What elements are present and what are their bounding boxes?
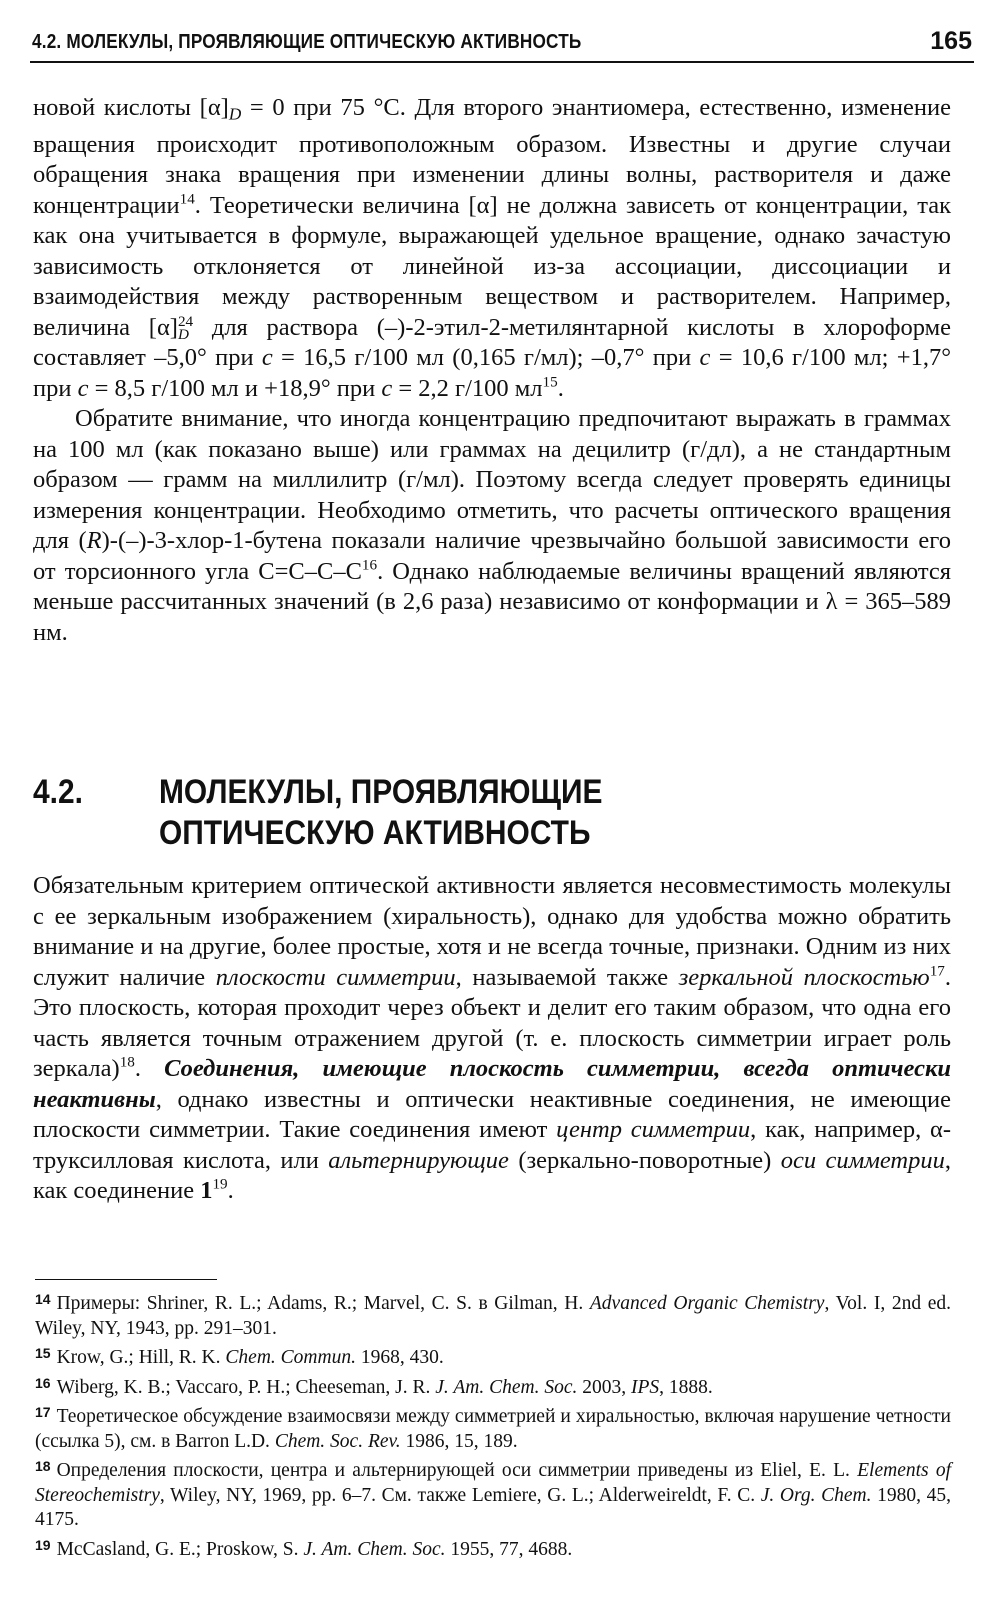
- text-run: = 0 при 75 °С. Для второго энантиомера, естественно, изменение вращения происходит противоположным образом. Известны и другие случаи обращения знака вращения при изменении длины волны, растворителя и даже концентрации: [33, 94, 951, 219]
- footnote-ref-15[interactable]: 15: [542, 373, 558, 391]
- footnote-17: [35, 1400, 951, 1454]
- footnote-number: 17: [35, 1404, 51, 1420]
- text-run: новой кислоты [α]: [33, 94, 229, 121]
- text-run: , 1888.: [659, 1376, 713, 1398]
- italic-title: Chem. Commun.: [225, 1347, 356, 1368]
- footnote-number: 19: [35, 1536, 51, 1553]
- text-run: .: [227, 1177, 234, 1204]
- text-run: , однако известны и оптически неактивные соединения, не имеющие плоскости симметрии. Такие соединения имеют: [33, 1085, 951, 1143]
- italic-term: плоскости симметрии: [215, 963, 456, 991]
- text-run: .: [134, 1055, 165, 1082]
- text-run: для раствора (–)-2-этил-2-метилянтарной кислоты в хлороформе составляет –5,0° при: [33, 313, 951, 372]
- section-title-line: ОПТИЧЕСКУЮ АКТИВНОСТЬ: [159, 814, 591, 852]
- variable-c: c: [699, 344, 711, 372]
- text-run: 1968, 430.: [355, 1347, 444, 1368]
- text-run: Обратите внимание, что иногда концентрацию предпочитают выражать в граммах на 100 мл (как показано выше) или граммах на децилитр (г/дл), а не стандартным образом — грамм на миллилитр (г/мл). Поэтому всегда следует проверять единицы измерения концентрации. Необходимо отметить, что расчеты оптического вращения для (: [33, 405, 951, 555]
- text-run: . Это плоскость, которая проходит через объект и делит его таким образом, что одна его часть является точным отражением другой (т. е. плоскость симметрии играет роль зеркала): [33, 963, 951, 1082]
- superscript: 24: [177, 313, 194, 331]
- footnote-18: [35, 1454, 951, 1533]
- text-run: Определения плоскости, центра и альтернирующей оси симметрии приведены из Eliel, E. L.: [56, 1460, 858, 1481]
- footnote-16: [35, 1371, 951, 1401]
- text-run: Krow, G.; Hill, R. K.: [56, 1347, 226, 1368]
- subscript: D: [177, 326, 189, 344]
- text-run: McCasland, G. E.; Proskow, S.: [56, 1538, 304, 1560]
- subscript: D: [228, 104, 242, 124]
- footnote-ref-17[interactable]: 17: [929, 962, 945, 980]
- footnote-number: 15: [35, 1345, 51, 1361]
- variable-c: c: [77, 374, 89, 402]
- text-run: = 2,2 г/100 мл: [392, 374, 543, 402]
- italic-title: Advanced Organic Chemistry: [589, 1293, 825, 1314]
- running-title: 4.2. МОЛЕКУЛЫ, ПРОЯВЛЯЮЩИЕ ОПТИЧЕСКУЮ АКТИВНОСТЬ: [32, 31, 582, 53]
- section-title: [159, 772, 775, 854]
- italic-term: зеркальной плоскостью: [678, 963, 930, 991]
- footnote-14: [35, 1287, 951, 1341]
- paragraph: [33, 404, 951, 648]
- bold-italic-statement: Соединения, имеющие плоскость симметрии, всегда оптически неактивны: [33, 1055, 952, 1113]
- text-run: = 16,5 г/100 мл (0,165 г/мл); –0,7° при: [272, 344, 700, 372]
- text-run: , Wiley, NY, 1969, pp. 6–7. См. также Lemiere, G. L.; Alderweireldt, F. C.: [159, 1484, 761, 1506]
- text-run: Wiberg, K. B.; Vaccaro, P. H.; Cheeseman, J. R.: [56, 1376, 436, 1398]
- footnote-ref-16[interactable]: 16: [361, 556, 378, 574]
- text-run: 1986, 15, 189.: [400, 1430, 518, 1452]
- alpha-sup-sub: [177, 313, 194, 344]
- text-run: , называемой также: [455, 963, 679, 991]
- text-run: . Однако наблюдаемые величины вращений являются меньше рассчитанных значений (в 2,6 раза) независимо от конформации и λ = 365–589 нм.: [33, 557, 951, 646]
- italic-title: IPS: [630, 1376, 660, 1398]
- text-run: 1955, 77, 4688.: [445, 1538, 573, 1560]
- footnote-number: 14: [35, 1291, 51, 1307]
- footnote-19: [35, 1533, 951, 1563]
- text-run: , как, например, α-труксилловая кислота, или: [33, 1116, 951, 1174]
- text-run: , как соединение: [33, 1146, 951, 1204]
- text-run: , Vol. I, 2nd ed. Wiley, NY, 1943, pp. 291–301.: [35, 1293, 951, 1339]
- footnote-number: 18: [35, 1458, 51, 1474]
- italic-title: J. Am. Chem. Soc.: [435, 1376, 578, 1398]
- text-run: Примеры: Shriner, R. L.; Adams, R.; Marvel, C. S. в Gilman, H.: [56, 1293, 590, 1314]
- footnote-15: [35, 1341, 951, 1371]
- footnote-ref-14[interactable]: 14: [179, 190, 195, 208]
- italic-title: Chem. Soc. Rev.: [274, 1430, 401, 1452]
- body-text-bottom: [33, 871, 951, 1207]
- text-run: Обязательным критерием оптической активности является несовместимость молекулы с ее зеркальным изображением (хиральность), однако для удобства можно обратить внимание и на другие, более простые, хотя и не всегда точные, признаки. Одним из них служит наличие: [33, 872, 951, 991]
- text-run: 2003,: [577, 1376, 631, 1398]
- text-run: = 8,5 г/100 мл и +18,9° при: [88, 374, 382, 402]
- text-run: = 10,6 г/100 мл; +1,7° при: [33, 344, 951, 402]
- running-header: [30, 25, 974, 63]
- text-run: 1980, 45, 4175.: [35, 1484, 951, 1530]
- footnote-ref-18[interactable]: 18: [119, 1053, 135, 1071]
- compound-number: 1: [200, 1177, 213, 1204]
- footnote-ref-19[interactable]: 19: [212, 1175, 228, 1193]
- paragraph-continuation: [33, 93, 951, 404]
- section-number: 4.2.: [33, 773, 83, 811]
- footnote-number: 16: [35, 1374, 51, 1391]
- variable-c: c: [381, 374, 393, 402]
- text-run: . Теоретически величина [α] не должна зависеть от концентрации, так как она учитывается в формуле, выражающей удельное вращение, однако зачастую зависимость отклоняется от линейной из-за ассоциации, диссоциации и взаимодействия между растворенным веществом и растворителем. Например, величина [α]: [33, 191, 951, 341]
- text-run: Теоретическое обсуждение взаимосвязи между симметрией и хиральностью, включая нарушение четности (ссылка 5), см. в Barron L.D.: [35, 1406, 951, 1452]
- body-text-top: [33, 93, 951, 648]
- paragraph: [33, 871, 951, 1207]
- footnotes: [35, 1287, 951, 1562]
- italic-title: Elements of Stereochemistry: [35, 1460, 951, 1506]
- italic-title: J. Am. Chem. Soc.: [303, 1538, 446, 1560]
- italic-term: оси симметрии: [780, 1146, 945, 1174]
- text-run: )-(–)-3-хлор-1-бутена показали наличие чрезвычайно большой зависимости его от торсионного угла С=С–С–С: [33, 527, 951, 585]
- italic-r: R: [86, 527, 102, 555]
- italic-term: центр симметрии: [556, 1116, 751, 1143]
- section-title-line: МОЛЕКУЛЫ, ПРОЯВЛЯЮЩИЕ: [159, 773, 603, 811]
- italic-title: J. Org. Chem.: [760, 1484, 872, 1506]
- text-run: .: [557, 374, 564, 402]
- italic-term: альтернирующие: [328, 1146, 509, 1174]
- variable-c: c: [261, 344, 273, 372]
- text-run: (зеркально-поворотные): [508, 1146, 781, 1174]
- page-number: 165: [930, 27, 972, 55]
- footnote-divider: [35, 1279, 217, 1280]
